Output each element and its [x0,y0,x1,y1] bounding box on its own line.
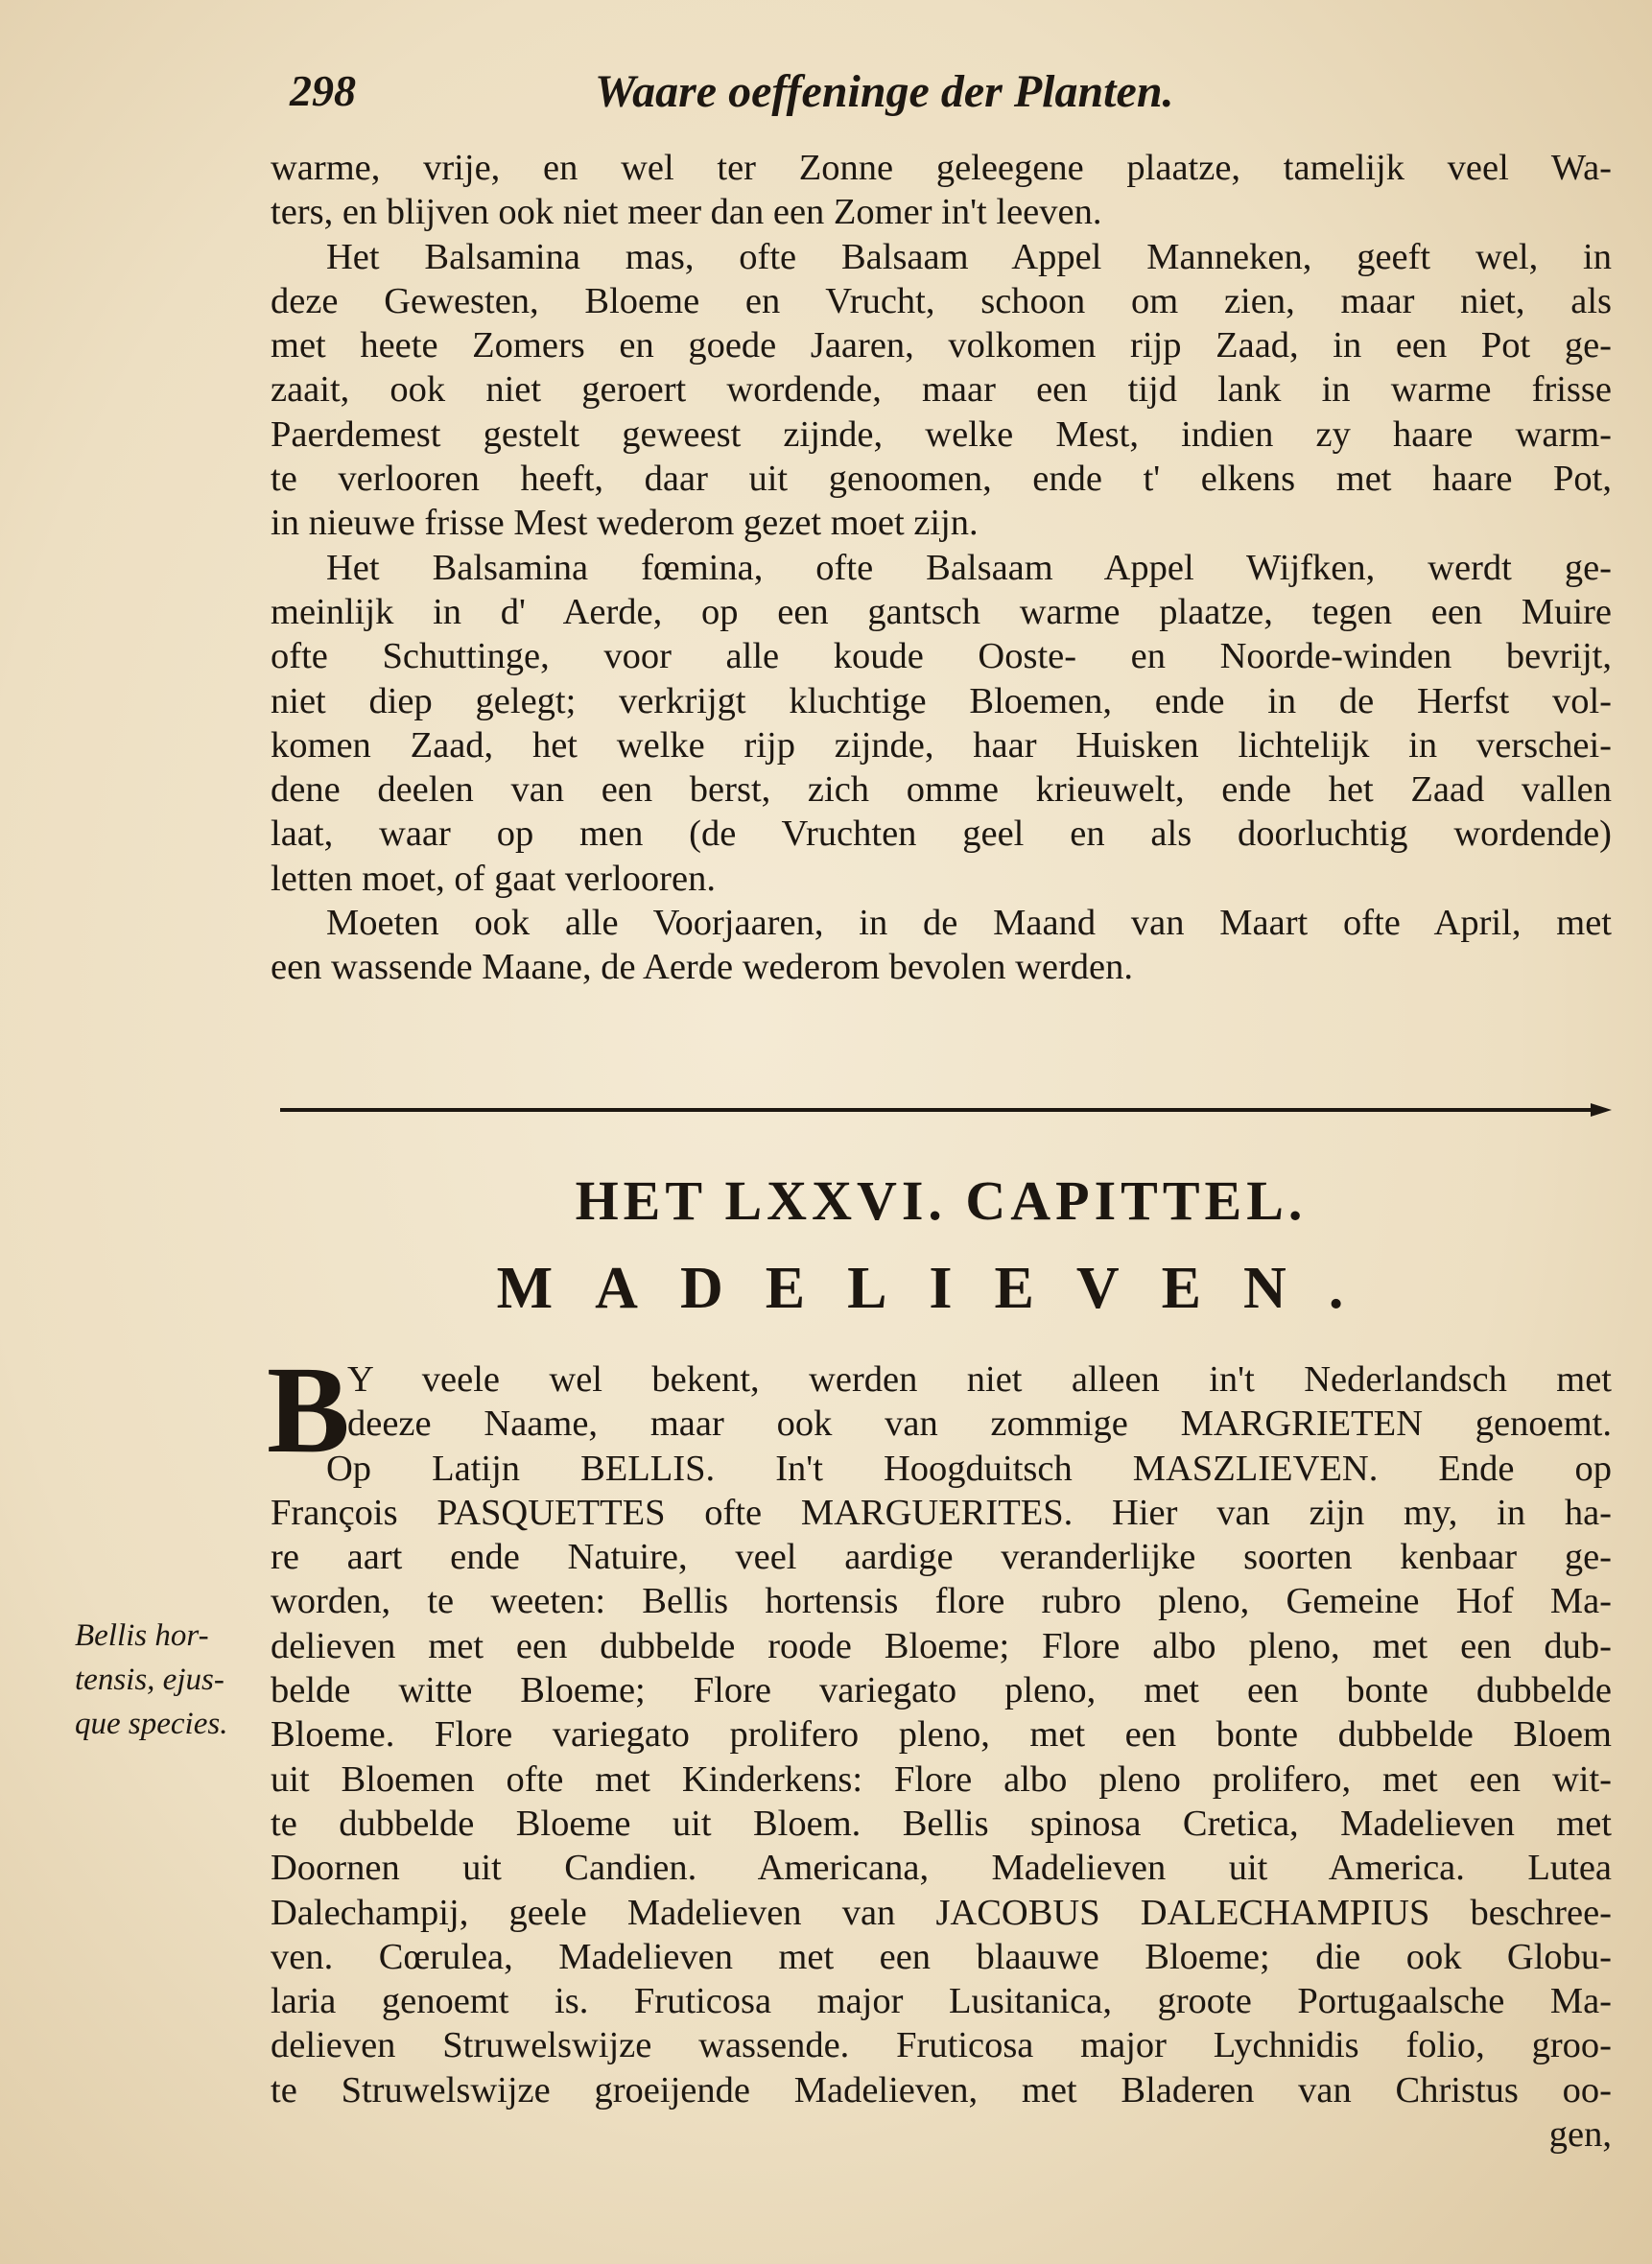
text-line: Bloeme. Flore variegato prolifero pleno, met een bonte dubbelde Bloem [271,1714,1612,1756]
text-line: deeze Naame, maar ook van zommige MARGRIETEN genoemt. [347,1403,1612,1445]
text-line: komen Zaad, het welke rijp zijnde, haar Huisken lichtelijk in verschei- [271,724,1612,766]
text-line: ters, en blijven ook niet meer dan een Zomer in't leeven. [271,192,1102,233]
text-line: ofte Schuttinge, voor alle koude Ooste- en Noorde-winden bevrijt, [271,636,1612,677]
chapter-heading: HET LXXVI. CAPITTEL. [575,1169,1308,1232]
text-line: Y veele wel bekent, werden niet alleen in't Nederlandsch met [347,1359,1612,1400]
text-line: ven. Cœrulea, Madelieven met een blaauwe Bloeme; die ook Globu- [271,1936,1612,1977]
text-line: Op Latijn BELLIS. In't Hoogduitsch MASZLIEVEN. Ende op [326,1448,1612,1489]
text-line: François PASQUETTES ofte MARGUERITES. Hier van zijn my, in ha- [271,1492,1612,1533]
page-number: 298 [290,66,356,115]
text-line: laat, waar op men (de Vruchten geel en als doorluchtig wordende) [271,814,1612,855]
text-line: dene deelen van een berst, zich omme krieuwelt, ende het Zaad vallen [271,769,1612,811]
running-head [278,65,1621,132]
text-line: te verlooren heeft, daar uit genoomen, ende t' elkens met haare Pot, [271,459,1612,500]
text-line: laria genoemt is. Fruticosa major Lusitanica, groote Portugaalsche Ma- [271,1981,1612,2022]
text-line: niet diep gelegt; verkrijgt kluchtige Bloemen, ende in de Herfst vol- [271,680,1612,721]
text-line: worden, te weeten: Bellis hortensis flore rubro pleno, Gemeine Hof Ma- [271,1581,1612,1622]
text-line: Paerdemest gestelt geweest zijnde, welke Mest, indien zy haare warm- [271,413,1612,455]
text-line: letten moet, of gaat verlooren. [271,858,716,899]
main-section [271,1357,1612,2157]
text-line: gen, [1548,2114,1612,2156]
text-line: Het Balsamina fœmina, ofte Balsaam Appel Wijfken, werdt ge- [326,547,1612,588]
text-line: Moeten ook alle Voorjaaren, in de Maand van Maart ofte April, met [326,903,1612,944]
text-line: Doornen uit Candien. Americana, Madelieven uit America. Lutea [271,1848,1612,1889]
text-line: met heete Zomers en goede Jaaren, volkomen rijp Zaad, in een Pot ge- [271,325,1612,366]
margin-note-line: tensis, ejus- [75,1663,224,1697]
text-line: delieven Struwelswijze wassende. Fruticosa major Lychnidis folio, groo- [271,2025,1612,2066]
text-line: delieven met een dubbelde roode Bloeme; Flore albo pleno, met een dub- [271,1625,1612,1666]
text-line: warme, vrije, en wel ter Zonne geleegene plaatze, tamelijk veel Wa- [271,148,1612,188]
text-line: te dubbelde Bloeme uit Bloem. Bellis spinosa Cretica, Madelieven met [271,1803,1612,1844]
text-line: meinlijk in d' Aerde, op een gantsch warme plaatze, tegen een Muire [271,591,1612,632]
margin-note [75,1614,267,1746]
text-line: in nieuwe frisse Mest wederom gezet moet zijn. [271,503,979,544]
text-line: Dalechampij, geele Madelieven van JACOBUS DALECHAMPIUS beschree- [271,1892,1612,1933]
section-divider-rule [280,1108,1606,1112]
chapter-title: MADELIEVEN. [496,1256,1386,1321]
running-title: Waare oeffeninge der Planten. [595,66,1174,117]
top-section [271,146,1612,990]
text-line: belde witte Bloeme; Flore variegato pleno, met een bonte dubbelde [271,1670,1612,1711]
text-line: uit Bloemen ofte met Kinderkens: Flore albo pleno prolifero, met een wit- [271,1758,1612,1800]
text-line: zaait, ook niet geroert wordende, maar een tijd lank in warme frisse [271,369,1612,411]
text-line: deze Gewesten, Bloeme en Vrucht, schoon om zien, maar niet, als [271,280,1612,321]
text-line: een wassende Maane, de Aerde wederom bevolen werden. [271,947,1134,988]
margin-note-line: Bellis hor- [75,1618,209,1653]
margin-note-line: que species. [75,1707,228,1741]
text-line: Het Balsamina mas, ofte Balsaam Appel Manneken, geeft wel, in [326,236,1612,277]
text-line: te Struwelswijze groeijende Madelieven, met Bladeren van Christus oo- [271,2069,1612,2111]
drop-cap: B [267,1341,350,1479]
text-line: re aart ende Natuire, veel aardige veranderlijke soorten kenbaar ge- [271,1537,1612,1578]
